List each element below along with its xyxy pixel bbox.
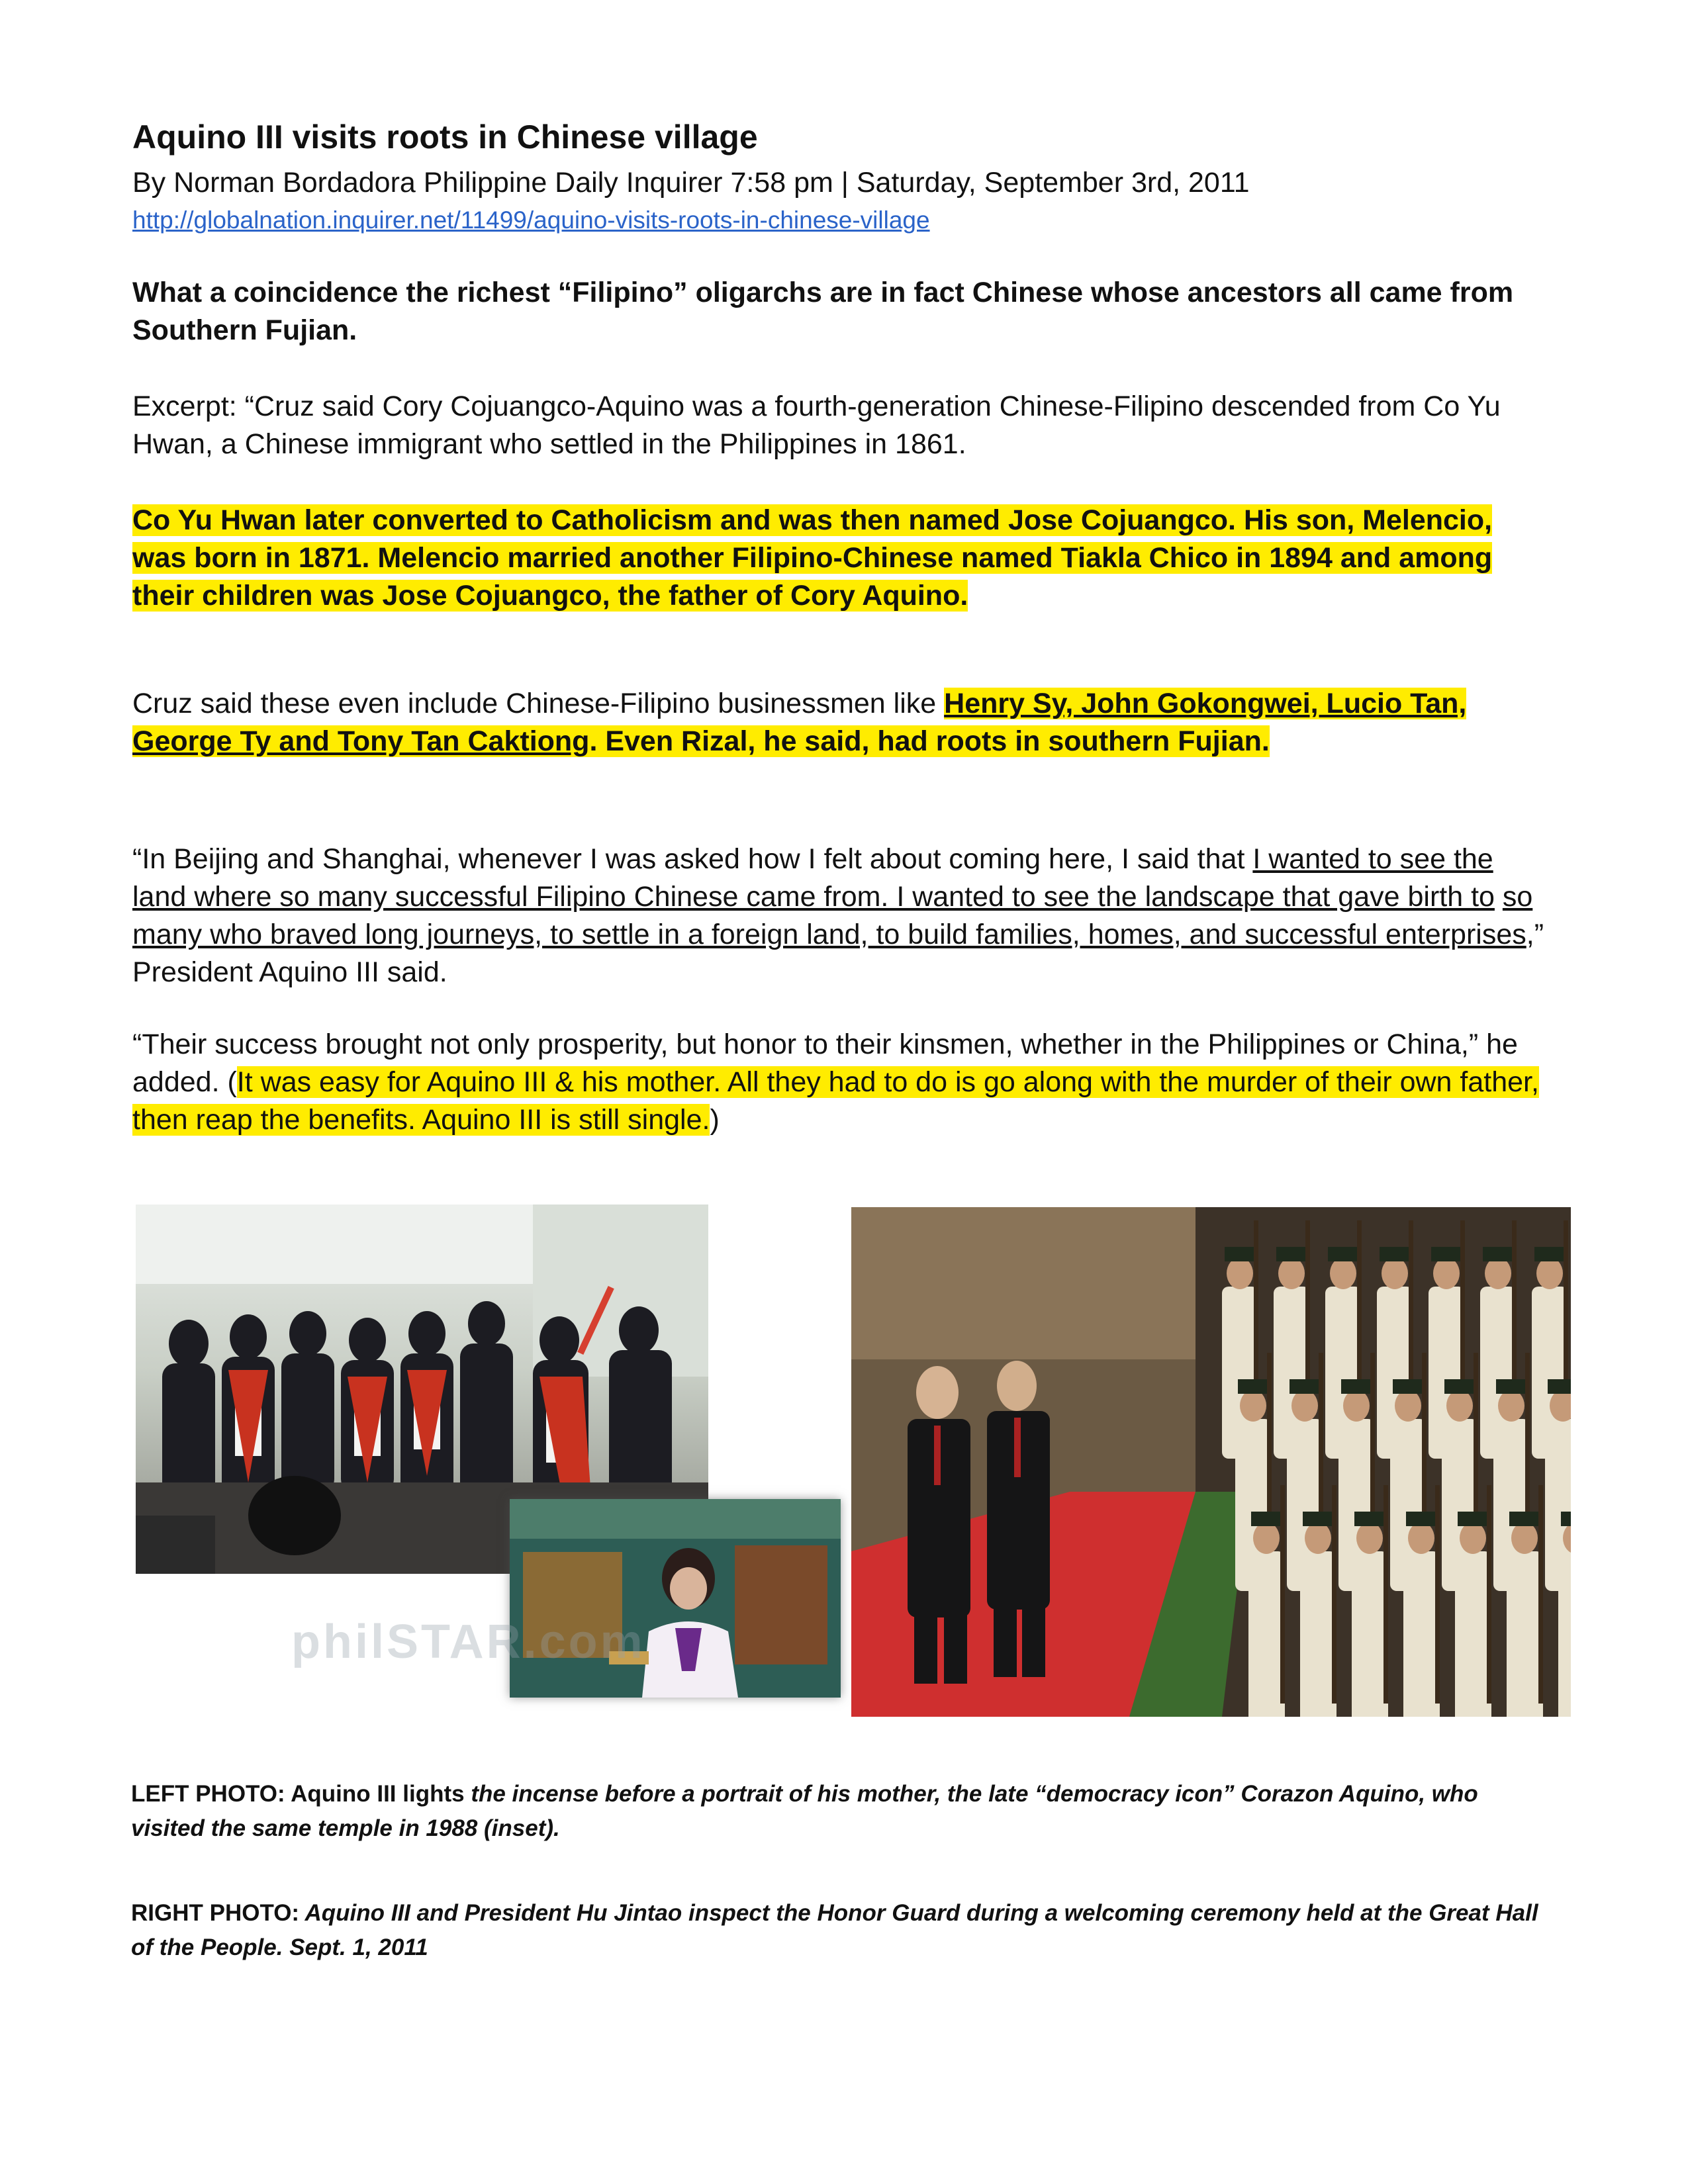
right-photo-honor-guard bbox=[851, 1207, 1571, 1717]
success-close: ) bbox=[710, 1104, 720, 1136]
highlighted-paragraph bbox=[132, 502, 1549, 615]
quote-start: “In Beijing and Shanghai, whenever I was asked how I felt about coming here, I said that bbox=[132, 843, 1253, 875]
editor-comment: It was easy for Aquino III & his mother. All they had to do is go along with the murder of their own father, then reap the benefits. Aquino III is still single. bbox=[132, 1066, 1539, 1136]
success-paragraph bbox=[132, 1026, 1549, 1139]
left-caption-label: LEFT PHOTO: bbox=[131, 1781, 285, 1807]
right-caption-label: RIGHT PHOTO: bbox=[131, 1900, 300, 1926]
right-caption-text: Aquino III and President Hu Jintao inspect the Honor Guard during a welcoming ceremony held at the Great Hall of the People. Sept. 1, 2011 bbox=[131, 1900, 1538, 1960]
article-title: Aquino III visits roots in Chinese village bbox=[132, 118, 758, 156]
photo-watermark: philSTAR.com bbox=[291, 1615, 645, 1668]
article-byline: By Norman Bordadora Philippine Daily Inquirer 7:58 pm | Saturday, September 3rd, 2011 bbox=[132, 167, 1250, 199]
lead-paragraph: What a coincidence the richest “Filipino” oligarchs are in fact Chinese whose ancestors all came from Southern Fujian. bbox=[132, 277, 1514, 346]
left-photo-caption bbox=[131, 1777, 1554, 1846]
success-quote: “Their success brought not only prosperity, but honor to their kinsmen, whether in the Philippines or China,” he added. ( bbox=[132, 1028, 1518, 1098]
right-photo-caption bbox=[131, 1896, 1554, 1965]
quote-end: ,” President Aquino III said. bbox=[132, 919, 1544, 988]
quote-underlined-1: I wanted to see the land where so many successful Filipino Chinese came from. I wanted to see the landscape that gave birth to bbox=[132, 843, 1495, 913]
left-caption-lead: Aquino III lights bbox=[285, 1781, 471, 1807]
cruz-rest: . Even Rizal, he said, had roots in southern Fujian. bbox=[589, 725, 1270, 757]
cruz-intro: Cruz said these even include Chinese-Filipino businessmen like bbox=[132, 688, 945, 719]
cruz-paragraph bbox=[132, 685, 1549, 760]
quote-paragraph bbox=[132, 841, 1549, 991]
article-url-link[interactable]: http://globalnation.inquirer.net/11499/aquino-visits-roots-in-chinese-village bbox=[132, 206, 930, 234]
highlighted-text: Co Yu Hwan later converted to Catholicism and was then named Jose Cojuangco. His son, Melencio, was born in 1871. Melencio married another Filipino-Chinese named Tiakla Chico in 1894 and among their children was Jose Cojuangco, the father of Cory Aquino. bbox=[132, 504, 1493, 612]
businessmen-names: Henry Sy, John Gokongwei, Lucio Tan, George Ty and Tony Tan Caktiong bbox=[132, 688, 1467, 757]
left-caption-text: the incense before a portrait of his mother, the late “democracy icon” Corazon Aquino, who visited the same temple in 1988 (inset). bbox=[131, 1781, 1478, 1841]
quote-middle bbox=[1495, 881, 1503, 913]
excerpt-paragraph: Excerpt: “Cruz said Cory Cojuangco-Aquino was a fourth-generation Chinese-Filipino descended from Co Yu Hwan, a Chinese immigrant who settled in the Philippines in 1861. bbox=[132, 390, 1501, 460]
quote-underlined-2: so many who braved long journeys, to settle in a foreign land, to build families, homes, and successful enterprises bbox=[132, 881, 1533, 950]
